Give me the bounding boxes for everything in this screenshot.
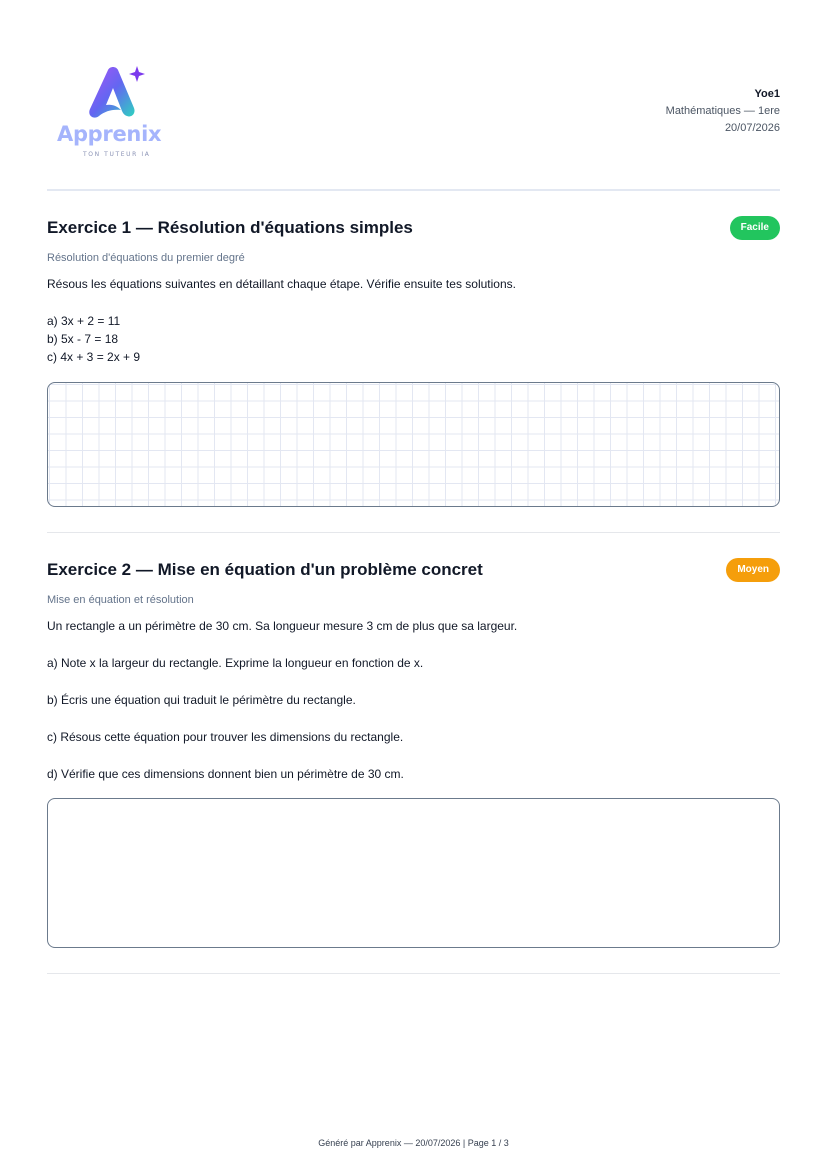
course-label: Mathématiques — 1ere xyxy=(665,105,780,117)
answer-area-grid[interactable] xyxy=(47,382,780,507)
student-name: Yoe1 xyxy=(754,88,780,100)
exercise-item: b) Écris une équation qui traduit le périmètre du rectangle. xyxy=(47,693,356,707)
exercise-intro: Résous les équations suivantes en détaillant chaque étape. Vérifie ensuite tes solutions. xyxy=(47,277,516,291)
worksheet-date: 20/07/2026 xyxy=(724,122,780,134)
difficulty-badge: Moyen xyxy=(726,558,780,582)
exercise-statement xyxy=(47,275,780,366)
exercise-item: d) Vérifie que ces dimensions donnent bien un périmètre de 30 cm. xyxy=(47,767,404,781)
page-header xyxy=(47,60,780,160)
exercise-subtitle: Mise en équation et résolution xyxy=(47,594,194,606)
exercise-title: Exercice 1 — Résolution d'équations simples xyxy=(47,218,413,237)
apprenix-logo-icon xyxy=(79,64,145,122)
exercise-divider xyxy=(47,532,780,533)
difficulty-badge: Facile xyxy=(730,216,780,240)
exercise-item: a) Note x la largeur du rectangle. Exprime la longueur en fonction de x. xyxy=(47,656,424,670)
answer-area-blank[interactable] xyxy=(47,798,780,948)
exercise-intro: Un rectangle a un périmètre de 30 cm. Sa longueur mesure 3 cm de plus que sa largeur. xyxy=(47,619,518,633)
worksheet-page xyxy=(47,0,780,1171)
exercise-item: b) 5x - 7 = 18 xyxy=(47,332,119,346)
exercise-statement xyxy=(47,617,780,783)
exercise-1 xyxy=(47,217,780,507)
apprenix-logo xyxy=(55,64,165,159)
exercise-divider xyxy=(47,973,780,974)
exercise-subtitle: Résolution d'équations du premier degré xyxy=(47,252,245,264)
exercise-2 xyxy=(47,559,780,949)
exercise-item: c) 4x + 3 = 2x + 9 xyxy=(47,350,141,364)
page-footer: Généré par Apprenix — 20/07/2026 | Page 1 / 3 xyxy=(318,1138,509,1148)
worksheet-meta xyxy=(666,86,780,137)
exercise-item: c) Résous cette équation pour trouver les dimensions du rectangle. xyxy=(47,730,404,744)
brand-tagline: TON TUTEUR IA xyxy=(83,151,151,158)
header-divider xyxy=(47,189,780,191)
exercise-title: Exercice 2 — Mise en équation d'un problème concret xyxy=(47,560,483,579)
brand-name: Apprenix xyxy=(57,122,162,146)
exercise-item: a) 3x + 2 = 11 xyxy=(47,314,121,328)
